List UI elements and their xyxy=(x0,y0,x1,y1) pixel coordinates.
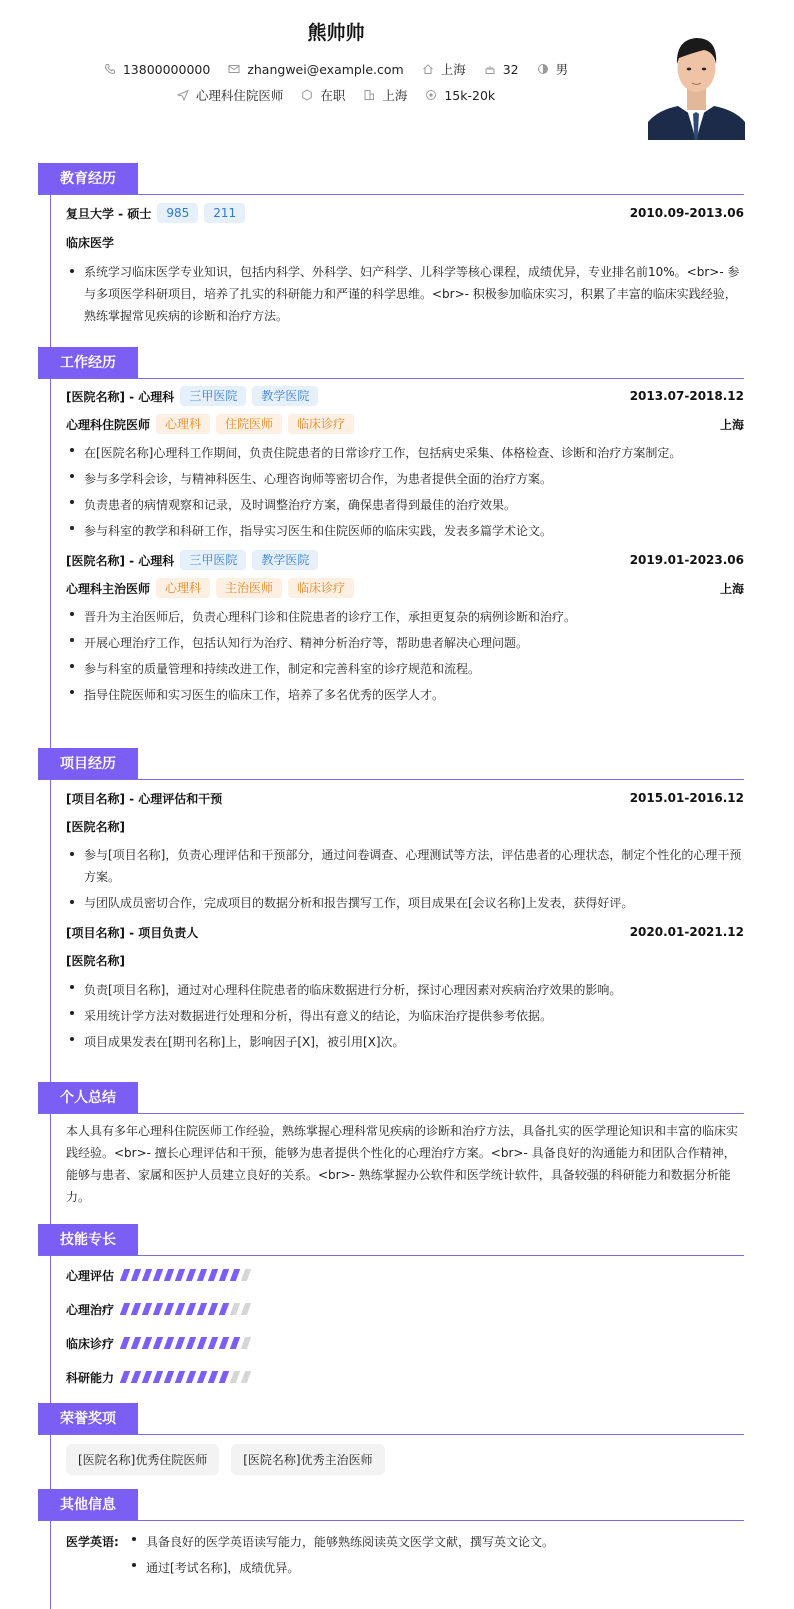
education-date: 2010.09-2013.06 xyxy=(629,206,744,220)
school-tag: 985 xyxy=(157,203,198,223)
skill-segment-filled xyxy=(186,1337,196,1349)
list-item: 在[医院名称]心理科工作期间，负责住院患者的日常诊疗工作，包括病史采集、体格检查、诊断和治疗方案制定。 xyxy=(66,440,744,466)
list-item: 系统学习临床医学专业知识，包括内科学、外科学、妇产科学、儿科学等核心课程，成绩优异，专业排名前10%。<br>- 参与多项医学科研项目，培养了扎实的科研能力和严谨的科学思维。<br>- 积极参加临床实习，积累了丰富的临床实践经验，熟练掌握常见疾病的诊断和治疗方法。 xyxy=(66,261,744,327)
role-tag: 住院医师 xyxy=(216,414,282,434)
position-text: 心理科住院医师 xyxy=(195,88,284,103)
skill-segment-filled xyxy=(131,1337,141,1349)
job-location: 上海 xyxy=(719,417,744,432)
skill-segment-filled xyxy=(164,1371,174,1383)
job-location: 上海 xyxy=(719,581,744,596)
org-tag: 三甲医院 xyxy=(180,386,246,406)
project-body xyxy=(38,788,744,1055)
project-name: [项目名称] - 心理评估和干预 xyxy=(66,791,223,806)
role-tag: 主治医师 xyxy=(216,578,282,598)
job-org: [医院名称] - 心理科 xyxy=(66,553,175,568)
status-item xyxy=(301,86,345,104)
work-title: 工作经历 xyxy=(38,347,138,379)
skill-segment-empty xyxy=(241,1337,251,1349)
skill-segment-filled xyxy=(186,1269,196,1281)
skills-section xyxy=(38,1224,744,1394)
summary-body xyxy=(38,1120,744,1208)
list-item: 通过[考试名称]，成绩优异。 xyxy=(128,1555,554,1581)
skill-segment-filled xyxy=(175,1371,185,1383)
awards-body xyxy=(38,1444,744,1475)
awards-header xyxy=(38,1403,744,1435)
resume-header xyxy=(0,0,794,150)
list-item: 参与科室的质量管理和持续改进工作，制定和完善科室的诊疗规范和流程。 xyxy=(66,656,744,682)
skill-segment-filled xyxy=(197,1337,207,1349)
job-intent-row xyxy=(0,86,672,104)
job-row xyxy=(66,550,744,570)
salary-icon xyxy=(425,89,437,101)
work-body xyxy=(38,386,744,708)
skill-segment-empty xyxy=(230,1303,240,1315)
skills-header xyxy=(38,1224,744,1256)
skills-title: 技能专长 xyxy=(38,1224,138,1256)
awards-section xyxy=(38,1403,744,1475)
job-duties xyxy=(66,440,744,544)
age-text: 32 xyxy=(502,61,519,77)
skill-segment-filled xyxy=(219,1303,229,1315)
education-title: 教育经历 xyxy=(38,163,138,195)
email-item xyxy=(228,62,403,77)
skill-row xyxy=(66,1326,744,1360)
skill-segment-filled xyxy=(175,1303,185,1315)
job-role-row xyxy=(66,414,744,434)
other-body xyxy=(38,1529,744,1581)
skill-label: 心理评估 xyxy=(66,1268,115,1283)
school-group xyxy=(66,203,245,223)
skill-segment-filled xyxy=(197,1303,207,1315)
summary-header xyxy=(38,1082,744,1114)
project-duties xyxy=(66,977,744,1055)
education-section xyxy=(38,163,744,327)
major: 临床医学 xyxy=(66,236,115,250)
work-section xyxy=(38,347,744,708)
skill-segment-filled xyxy=(219,1337,229,1349)
job-role: 心理科住院医师 xyxy=(66,417,151,432)
skill-row xyxy=(66,1258,744,1292)
project-section xyxy=(38,748,744,1055)
list-item: 采用统计学方法对数据进行处理和分析，得出有意义的结论，为临床治疗提供参考依据。 xyxy=(66,1003,744,1029)
other-label: 医学英语: xyxy=(66,1535,119,1549)
skill-label: 临床诊疗 xyxy=(66,1336,115,1351)
role-tag: 临床诊疗 xyxy=(288,578,354,598)
age-icon xyxy=(484,63,496,75)
skill-segment-filled xyxy=(208,1371,218,1383)
section-rule xyxy=(38,1434,744,1435)
skill-segment-filled xyxy=(120,1371,130,1383)
education-body xyxy=(38,203,744,327)
city-item xyxy=(422,60,466,78)
project-date: 2015.01-2016.12 xyxy=(629,791,744,805)
skill-row xyxy=(66,1292,744,1326)
job-role-group xyxy=(66,414,354,434)
summary-title: 个人总结 xyxy=(38,1082,138,1114)
skill-segment-filled xyxy=(230,1337,240,1349)
skill-segment-filled xyxy=(186,1371,196,1383)
skill-level-bar xyxy=(122,1269,254,1281)
skill-segment-filled xyxy=(153,1269,163,1281)
skill-segment-filled xyxy=(142,1303,152,1315)
skill-segment-filled xyxy=(142,1371,152,1383)
project-org: [医院名称] xyxy=(66,820,125,834)
gender-icon xyxy=(537,63,549,75)
skill-segment-filled xyxy=(153,1337,163,1349)
list-item: 与团队成员密切合作，完成项目的数据分析和报告撰写工作，项目成果在[会议名称]上发表，获得好评。 xyxy=(66,892,744,914)
skill-segment-filled xyxy=(120,1269,130,1281)
section-rule xyxy=(38,194,744,195)
email-text: zhangwei@example.com xyxy=(247,61,404,77)
candidate-name: 熊帅帅 xyxy=(307,22,365,44)
school-tag: 211 xyxy=(204,203,245,223)
school-name: 复旦大学 - 硕士 xyxy=(66,206,152,221)
skill-segment-filled xyxy=(120,1303,130,1315)
project-name: [项目名称] - 项目负责人 xyxy=(66,925,199,940)
section-rule xyxy=(38,1255,744,1256)
summary-section xyxy=(38,1082,744,1208)
work-city-item xyxy=(363,86,407,104)
skill-segment-filled xyxy=(153,1303,163,1315)
contact-row xyxy=(0,60,672,78)
project-title: 项目经历 xyxy=(38,748,138,780)
skill-segment-filled xyxy=(175,1269,185,1281)
work-city-text: 上海 xyxy=(382,88,408,103)
job-duties xyxy=(66,604,744,708)
skill-level-bar xyxy=(122,1371,254,1383)
org-tag: 教学医院 xyxy=(252,550,318,570)
list-item: 负责[项目名称]，通过对心理科住院患者的临床数据进行分析，探讨心理因素对疾病治疗效果的影响。 xyxy=(66,977,744,1003)
list-item: 具备良好的医学英语读写能力，能够熟练阅读英文医学文献，撰写英文论文。 xyxy=(128,1529,554,1555)
other-list xyxy=(128,1529,554,1581)
education-list xyxy=(66,261,744,327)
skills-list xyxy=(38,1258,744,1394)
other-title: 其他信息 xyxy=(38,1489,138,1521)
education-row xyxy=(66,203,744,223)
award-chip: [医院名称]优秀住院医师 xyxy=(66,1444,219,1475)
skill-row xyxy=(66,1360,744,1394)
job-org-group xyxy=(66,386,318,406)
role-tag: 心理科 xyxy=(156,578,210,598)
skill-segment-filled xyxy=(219,1371,229,1383)
section-rule xyxy=(38,1520,744,1521)
skill-segment-filled xyxy=(153,1371,163,1383)
awards-title: 荣誉奖项 xyxy=(38,1403,138,1435)
list-item: 参与科室的教学和科研工作，指导实习医生和住院医师的临床实践，发表多篇学术论文。 xyxy=(66,518,744,544)
work-header xyxy=(38,347,744,379)
skill-segment-filled xyxy=(142,1337,152,1349)
age-item xyxy=(484,62,519,77)
project-row xyxy=(66,922,744,942)
skill-segment-empty xyxy=(230,1371,240,1383)
list-item: 晋升为主治医师后，负责心理科门诊和住院患者的诊疗工作，承担更复杂的病例诊断和治疗。 xyxy=(66,604,744,630)
salary-item xyxy=(425,88,495,103)
summary-text: 本人具有多年心理科住院医师工作经验，熟练掌握心理科常见疾病的诊断和治疗方法，具备扎实的医学理论知识和丰富的临床实践经验。<br>- 擅长心理评估和干预，能够为患者提供个性化的心理治疗方案。<br>- 具备良好的沟通能力和团队合作精神，能够与患者、家属和医护人员建立良好的关系。<br>- 熟练掌握办公软件和医学统计软件，具备较强的科研能力和数据分析能力。 xyxy=(66,1124,739,1204)
project-org: [医院名称] xyxy=(66,954,125,968)
skill-segment-filled xyxy=(175,1337,185,1349)
other-header xyxy=(38,1489,744,1521)
gender-text: 男 xyxy=(555,62,569,77)
education-header xyxy=(38,163,744,195)
building-icon xyxy=(363,89,375,101)
project-header xyxy=(38,748,744,780)
job-row xyxy=(66,386,744,406)
job-org: [医院名称] - 心理科 xyxy=(66,389,175,404)
send-icon xyxy=(177,89,189,101)
skill-segment-filled xyxy=(131,1269,141,1281)
project-duties xyxy=(66,844,744,914)
skill-segment-filled xyxy=(197,1269,207,1281)
skill-segment-filled xyxy=(208,1303,218,1315)
list-item: 负责患者的病情观察和记录，及时调整治疗方案，确保患者得到最佳的治疗效果。 xyxy=(66,492,744,518)
job-date: 2019.01-2023.06 xyxy=(629,553,744,567)
position-item xyxy=(177,86,284,104)
status-text: 在职 xyxy=(320,88,346,103)
skill-segment-filled xyxy=(131,1303,141,1315)
skill-segment-filled xyxy=(186,1303,196,1315)
job-org-group xyxy=(66,550,318,570)
phone-item xyxy=(104,62,210,77)
skill-level-bar xyxy=(122,1303,254,1315)
role-tag: 临床诊疗 xyxy=(288,414,354,434)
gender-item xyxy=(537,60,569,78)
skill-segment-filled xyxy=(230,1269,240,1281)
phone-text: 13800000000 xyxy=(122,61,211,77)
other-section xyxy=(38,1489,744,1581)
org-tag: 教学医院 xyxy=(252,386,318,406)
home-icon xyxy=(422,63,434,75)
skill-segment-filled xyxy=(164,1337,174,1349)
list-item: 开展心理治疗工作，包括认知行为治疗、精神分析治疗等，帮助患者解决心理问题。 xyxy=(66,630,744,656)
skill-label: 科研能力 xyxy=(66,1370,115,1385)
phone-icon xyxy=(104,63,116,75)
section-rule xyxy=(38,1113,744,1114)
skill-segment-filled xyxy=(208,1269,218,1281)
section-rule xyxy=(38,378,744,379)
city-text: 上海 xyxy=(440,62,466,77)
skill-segment-filled xyxy=(164,1269,174,1281)
award-chip: [医院名称]优秀主治医师 xyxy=(231,1444,384,1475)
skill-segment-filled xyxy=(142,1269,152,1281)
project-date: 2020.01-2021.12 xyxy=(629,925,744,939)
role-tag: 心理科 xyxy=(156,414,210,434)
status-icon xyxy=(301,89,313,101)
project-row xyxy=(66,788,744,808)
job-role-group xyxy=(66,578,354,598)
skill-segment-filled xyxy=(120,1337,130,1349)
profile-photo xyxy=(648,22,745,140)
section-rule xyxy=(38,779,744,780)
skill-segment-empty xyxy=(241,1303,251,1315)
skill-segment-filled xyxy=(208,1337,218,1349)
list-item: 参与[项目名称]，负责心理评估和干预部分，通过问卷调查、心理测试等方法，评估患者的心理状态，制定个性化的心理干预方案。 xyxy=(66,844,744,888)
org-tag: 三甲医院 xyxy=(180,550,246,570)
skill-segment-empty xyxy=(241,1371,251,1383)
list-item: 参与多学科会诊，与精神科医生、心理咨询师等密切合作，为患者提供全面的治疗方案。 xyxy=(66,466,744,492)
job-role-row xyxy=(66,578,744,598)
skill-segment-filled xyxy=(164,1303,174,1315)
salary-text: 15k-20k xyxy=(444,87,496,103)
list-item: 项目成果发表在[期刊名称]上，影响因子[X]，被引用[X]次。 xyxy=(66,1029,744,1055)
skill-segment-filled xyxy=(197,1371,207,1383)
skill-segment-filled xyxy=(219,1269,229,1281)
list-item: 指导住院医师和实习医生的临床工作，培养了多名优秀的医学人才。 xyxy=(66,682,744,708)
skill-level-bar xyxy=(122,1337,254,1349)
skill-segment-empty xyxy=(241,1269,251,1281)
skill-segment-filled xyxy=(131,1371,141,1383)
skill-label: 心理治疗 xyxy=(66,1302,115,1317)
mail-icon xyxy=(228,63,240,75)
job-date: 2013.07-2018.12 xyxy=(629,389,744,403)
job-role: 心理科主治医师 xyxy=(66,581,151,596)
